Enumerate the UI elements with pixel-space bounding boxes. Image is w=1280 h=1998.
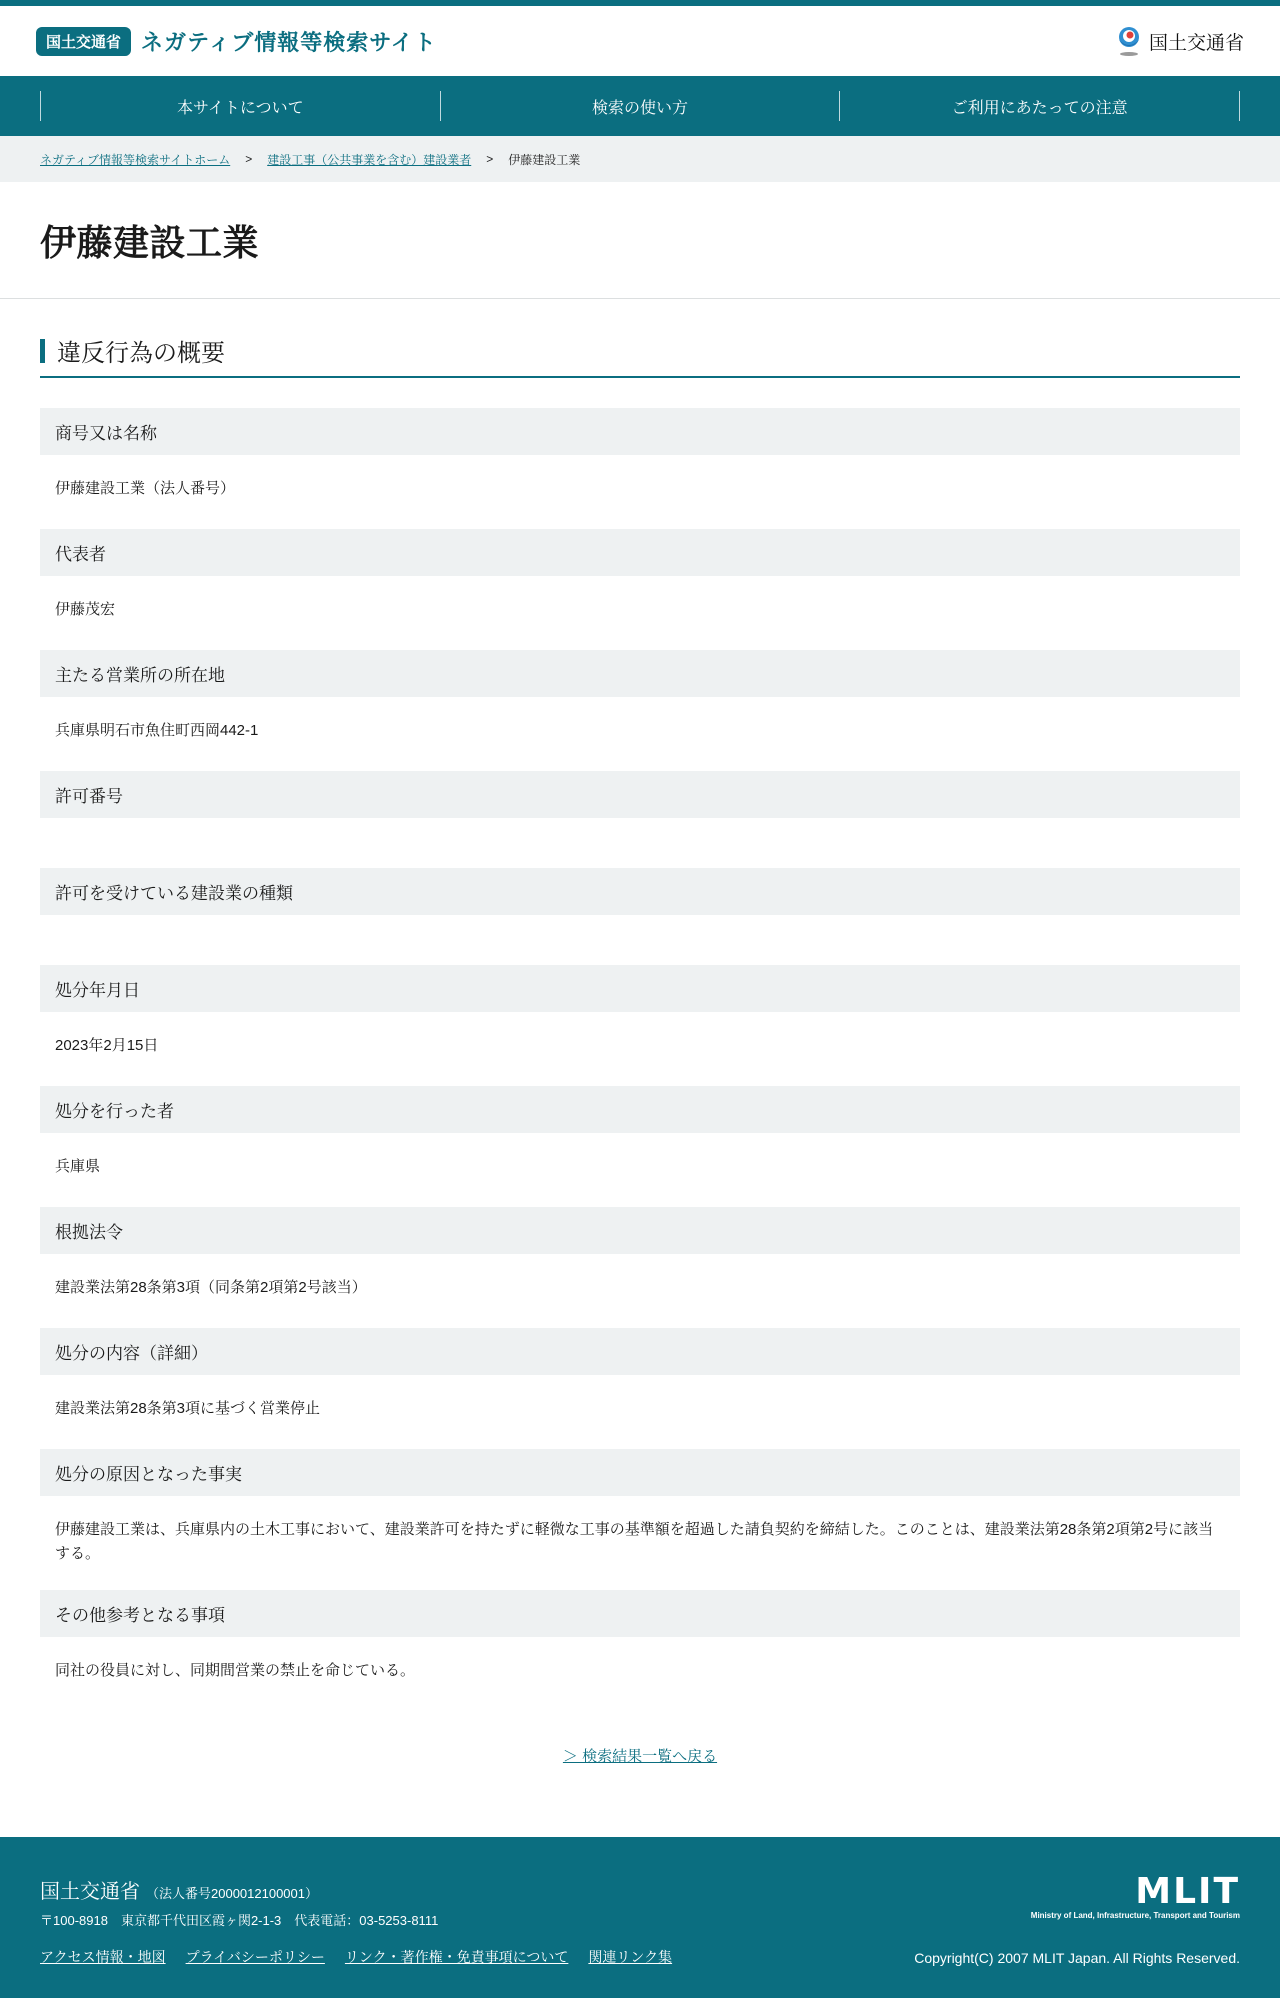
field-value-license-number <box>40 818 1240 868</box>
footer-link-related[interactable]: 関連リンク集 <box>588 1949 673 1965</box>
breadcrumb <box>0 136 1280 182</box>
field-label-license-number: 許可番号 <box>40 771 1240 818</box>
field-value-other-notes: 同社の役員に対し、同期間営業の禁止を命じている。 <box>55 1662 416 1679</box>
page-title: 伊藤建設工業 <box>40 221 260 263</box>
field-label-other-notes: その他参考となる事項 <box>40 1590 1240 1637</box>
field-label-license-types: 許可を受けている建設業の種類 <box>40 868 1240 915</box>
breadcrumb-current: 伊藤建設工業 <box>508 152 581 167</box>
back-link-area <box>40 1745 1240 1766</box>
main-content <box>0 299 1280 1766</box>
site-title[interactable]: ネガティブ情報等検索サイト <box>141 29 437 55</box>
footer-top-row <box>40 1871 1240 1967</box>
nav-how-to-search[interactable]: 検索の使い方 <box>440 91 840 121</box>
field-value-disposition-date: 2023年2月15日 <box>55 1037 159 1054</box>
section-heading <box>40 333 1240 378</box>
global-nav <box>0 76 1280 136</box>
page-title-area <box>0 182 1280 299</box>
field-label-company-name: 商号又は名称 <box>40 408 1240 455</box>
site-footer <box>0 1837 1280 1998</box>
section-heading-bar <box>40 339 45 363</box>
ministry-emblem-icon <box>1115 25 1143 57</box>
nav-about[interactable]: 本サイトについて <box>40 91 440 121</box>
ministry-badge: 国土交通省 <box>36 27 131 56</box>
breadcrumb-category-link[interactable]: 建設工事（公共事業を含む）建設業者 <box>267 152 472 167</box>
field-label-disposition-details: 処分の内容（詳細） <box>40 1328 1240 1375</box>
nav-usage-notes[interactable]: ご利用にあたっての注意 <box>839 91 1240 121</box>
violation-details <box>40 408 1240 1711</box>
section-title: 違反行為の概要 <box>57 340 225 367</box>
field-label-disposing-authority: 処分を行った者 <box>40 1086 1240 1133</box>
field-value-company-name: 伊藤建設工業（法人番号） <box>55 480 236 497</box>
field-value-disposing-authority: 兵庫県 <box>55 1158 101 1175</box>
field-value-main-office: 兵庫県明石市魚住町西岡442-1 <box>55 722 259 739</box>
breadcrumb-home-link[interactable]: ネガティブ情報等検索サイトホーム <box>40 152 231 167</box>
ministry-logo[interactable] <box>1115 25 1244 57</box>
site-header <box>0 6 1280 76</box>
footer-address: 〒100-8918 東京都千代田区霞ヶ関2-1-3 代表電話：03-5253-8111 <box>40 1913 439 1928</box>
field-value-cause-facts: 伊藤建設工業は、兵庫県内の土木工事において、建設業許可を持たずに軽微な工事の基準額を超過した請負契約を締結した。このことは、建設業法第28条第2項第2号に該当する。 <box>55 1521 1214 1562</box>
mlit-logo-word: MLIT <box>1135 1871 1240 1912</box>
field-label-cause-facts: 処分の原因となった事実 <box>40 1449 1240 1496</box>
ministry-logo-text: 国土交通省 <box>1148 32 1244 54</box>
mlit-logo <box>914 1871 1240 1920</box>
footer-link-access[interactable]: アクセス情報・地図 <box>40 1949 166 1965</box>
footer-right <box>914 1871 1240 1967</box>
footer-info <box>40 1875 672 1967</box>
field-label-legal-basis: 根拠法令 <box>40 1207 1240 1254</box>
footer-org-name: 国土交通省 <box>40 1881 140 1903</box>
field-label-disposition-date: 処分年月日 <box>40 965 1240 1012</box>
field-value-license-types <box>40 915 1240 965</box>
copyright-text: Copyright(C) 2007 MLIT Japan. All Rights Reserved. <box>914 1950 1240 1966</box>
field-value-representative: 伊藤茂宏 <box>55 601 116 618</box>
field-value-disposition-details: 建設業法第28条第3項に基づく営業停止 <box>55 1400 321 1417</box>
field-value-legal-basis: 建設業法第28条第3項（同条第2項第2号該当） <box>55 1279 367 1296</box>
footer-link-privacy[interactable]: プライバシーポリシー <box>185 1949 325 1965</box>
breadcrumb-separator: > <box>486 152 494 166</box>
mlit-logo-subtitle: Ministry of Land, Infrastructure, Transport and Tourism <box>1030 1911 1240 1920</box>
footer-links <box>40 1947 672 1967</box>
footer-link-copyright[interactable]: リンク・著作権・免責事項について <box>344 1949 569 1965</box>
footer-corp-number: （法人番号2000012100001） <box>146 1886 318 1901</box>
back-to-results-link[interactable]: ＞ 検索結果一覧へ戻る <box>562 1748 718 1765</box>
field-label-main-office: 主たる営業所の所在地 <box>40 650 1240 697</box>
field-label-representative: 代表者 <box>40 529 1240 576</box>
site-brand[interactable] <box>36 26 437 57</box>
breadcrumb-separator: > <box>245 152 253 166</box>
